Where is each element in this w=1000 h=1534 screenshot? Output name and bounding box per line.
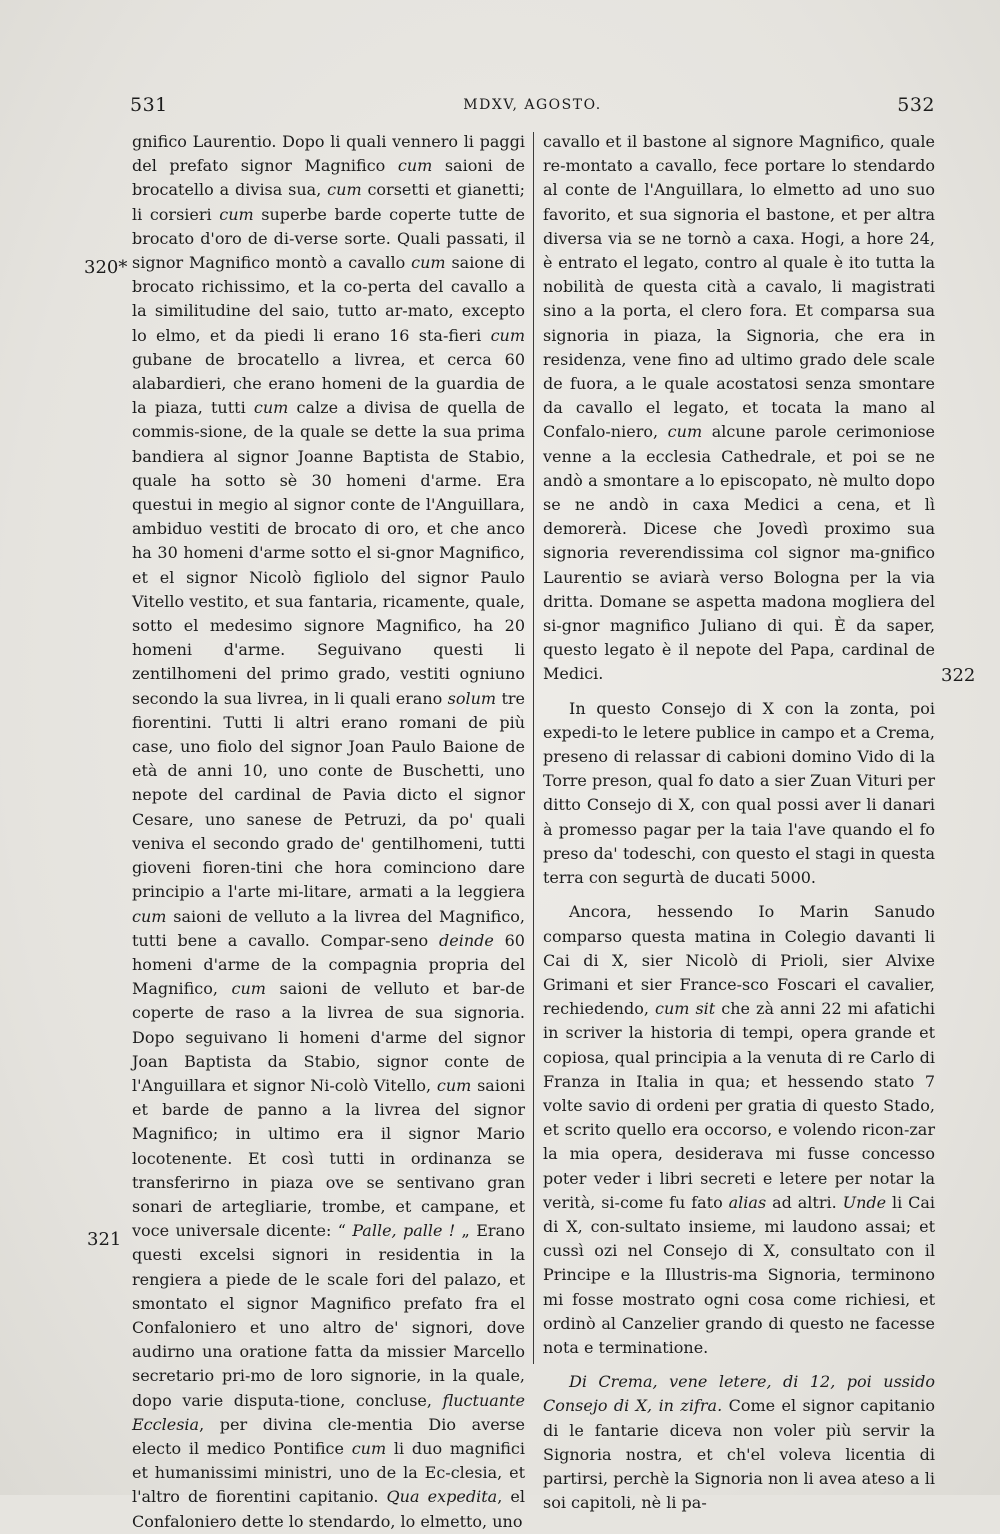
column-rule [533,132,534,1364]
margin-number-320: 320* [84,257,128,278]
left-column [132,130,525,1534]
left-paragraph-1: gnifico Laurentio. Dopo li quali vennero li paggi del prefato signor Magnifico cum saioni de brocatello a divisa sua, cum corsetti et gianetti; li corsieri cum superbe barde coperte tutte de brocato d'oro de di-verse sorte. Quali passati, il signor Magnifico montò a cavallo cum saione di brocato richissimo, et la co-perta del cavallo a la similitudine del saio, tutto ar-mato, excepto lo elmo, et da piedi li erano 16 sta-fieri cum gubane de brocatello a livrea, et cerca 60 alabardieri, che erano homeni de la guardia de la piaza, tutti cum calze a divisa de quella de commis-sione, de la quale se dette la sua prima bandiera al signor Joanne Baptista de Stabio, quale ha sotto sè 30 homeni d'arme. Era questui in megio al signor conte de l'Anguillara, ambiduo vestiti de brocato di oro, et che anco ha 30 homeni d'arme sotto el si-gnor Magnifico, et el signor Nicolò figliolo del signor Paulo Vitello vestito, et sua fantaria, ricamente, quale, sotto el medesimo signore Magnifico, ha 20 homeni d'arme. Seguivano questi li zentilhomeni del primo grado, vestiti ogniuno secondo la sua livrea, in li quali erano solum tre fiorentini. Tutti li altri erano romani de più case, uno fiolo del signor Joan Paulo Baione de età de anni 10, uno conte de Buschetti, uno nepote del cardinal de Pavia dicto el signor Cesare, uno sanese de Petruzi, da po' quali veniva el secondo grado de' gentilhomeni, tutti gioveni fioren-tini che hora cominciono dare principio a l'arte mi-litare, armati a la leggiera cum saioni de velluto a la livrea del Magnifico, tutti bene a cavallo. Compar-seno deinde 60 homeni d'arme de la compagnia propria del Magnifico, cum saioni de velluto et bar-de coperte de raso a la livrea de sua signoria. Dopo seguivano li homeni d'arme del signor Joan Baptista da Stabio, signor conte de l'Anguillara et signor Ni-colò Vitello, cum saioni et barde de panno a la livrea del signor Magnifico; in ultimo era il signor Mario locotenente. Et così tutti in ordinanza se transferirno in piaza ove se sentivano gran sonari de artegliarie, trombe, et campane, et voce universale dicente: “ Palle, palle ! „ Erano questi excelsi signori in residentia in la rengiera a piede de le scale fori del palazo, et smontato el signor Magnifico prefato fra el Confaloniero et uno altro de' signori, dove audirno una oratione fatta da missier Marcello secretario pri-mo de loro signorie, in la quale, dopo varie disputa-tione, concluse, fluctuante Ecclesia, per divina cle-mentia Dio averse electo il medico Pontifice cum li duo magnifici et humanissimi ministri, uno de la Ec-clesia, et l'altro de fiorentini capitanio. Qua expedita, el Confaloniero dette lo stendardo, lo elmetto, uno [132,132,526,1531]
right-paragraph-4: Di Crema, vene letere, di 12, poi ussido Consejo di X, in zifra. Come el signor capitanio di le fantarie diceva non voler più servir la Signoria nostra, et ch'el voleva licentia di partirsi, perchè la Signoria non li avea ateso a li soi capitoli, nè li pa- [543,1372,935,1513]
running-head [130,94,935,124]
right-paragraph-2: In questo Consejo di X con la zonta, poi expedi-to le letere publice in campo et a Crema, preseno di relassar di cabioni domino Vido di la Torre preson, qual fo dato a sier Zuan Vituri per ditto Consejo di X, con qual possi aver li danari à promesso pagar per la taia l'ave quando el fo preso da' todeschi, con questo el stagi in questa terra con segurtà de ducati 5000. [543,698,935,888]
margin-number-322: 322 [941,665,976,686]
page-number-right: 532 [897,94,935,116]
running-title: MDXV, AGOSTO. [463,97,602,113]
right-paragraph-1: cavallo et il bastone al signore Magnifico, quale re-montato a cavallo, fece portare lo stendardo al conte de l'Anguillara, lo elmetto ad uno suo favorito, et sua signoria el bastone, et per altra diversa via se ne tornò a caxa. Hogi, a hore 24, è entrato el legato, contro al quale è ito tutta la nobilità de questa cità a cavalo, li magistrati sino a la porta, el clero fora. Et comparsa sua signoria in piaza, la Signoria, che era in residenza, vene fino ad ultimo grado dele scale de fuora, a le quale acostatosi senza smontare da cavallo el legato, et tocata la mano al Confalo-niero, cum alcune parole cerimoniose venne a la ecclesia Cathedrale, et poi se ne andò a smontare a lo episcopato, nè multo dopo se ne andò in caxa Medici a cena, et lì demorerà. Dicese che Jovedì proximo sua signoria reverendissima col signor ma-gnifico Laurentio se aviarà verso Bologna per la via dritta. Domane se aspetta madona mogliera del si-gnor magnifico Juliano di qui. È da saper, questo legato è il nepote del Papa, cardinal de Medici. [543,132,936,684]
right-paragraph-3: Ancora, hessendo Io Marin Sanudo comparso questa matina in Colegio davanti li Cai di X, sier Nicolò di Prioli, sier Alvixe Grimani et sier France-sco Foscari el cavalier, rechiedendo, cum sit che zà anni 22 mi afatichi in scriver la historia di tempi, opera grande et copiosa, qual principia a la venuta di re Carlo di Franza in Italia in qua; et hessendo stato 7 volte savio di ordeni per gratia di questo Stado, et scrito quello era occorso, e volendo ricon-zar la mia opera, desiderava mi fusse concesso poter veder i libri secreti e letere per notar la verità, si-come fu fato alias ad altri. Unde li Cai di X, con-sultato insieme, mi laudono assai; et cussì ozi nel Consejo di X, consultato con il Principe e la Illustris-ma Signoria, terminono mi fosse mostrato ogni cosa come richiesi, et ordinò al Canzelier grando di questo ne facesse nota e terminatione. [543,902,936,1357]
right-column [543,130,935,1515]
page-number-left: 531 [130,94,168,116]
margin-number-321: 321 [87,1229,122,1250]
